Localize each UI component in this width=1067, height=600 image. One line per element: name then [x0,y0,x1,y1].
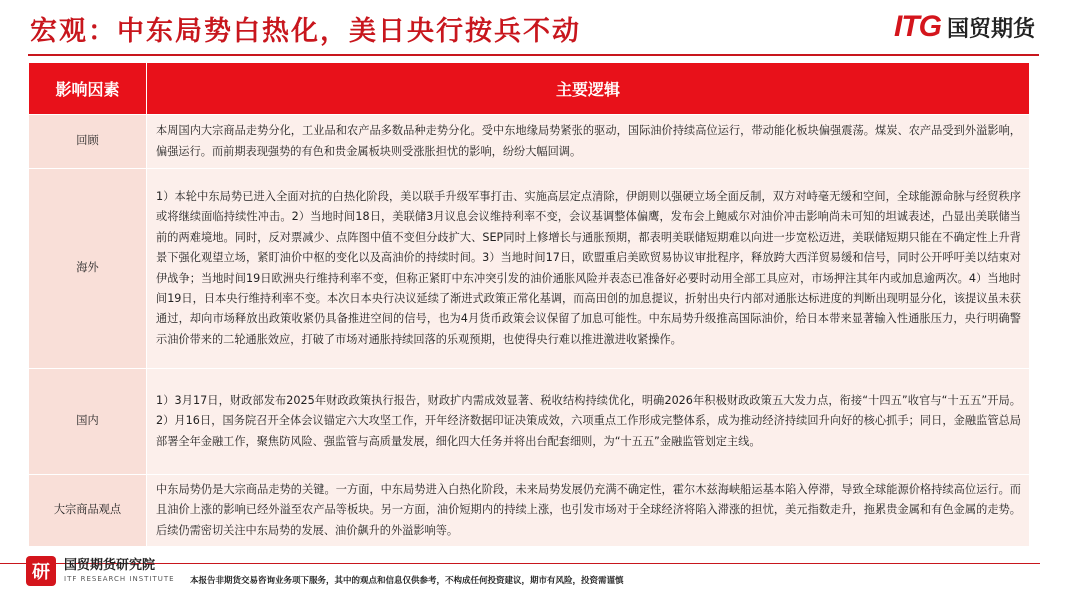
logic-table-container [28,62,1029,547]
table-row [29,169,1030,369]
factor-cell: 海外 [29,169,147,369]
column-header-logic: 主要逻辑 [147,63,1030,115]
table-row [29,115,1030,169]
institute-name-cn: 国贸期货研究院 [64,558,156,573]
factor-cell: 大宗商品观点 [29,475,147,547]
factor-cell: 回顾 [29,115,147,169]
logic-cell: 1）3月17日，财政部发布2025年财政政策执行报告，财政扩内需成效显著、税收结构持续优化，明确2026年积极财政政策五大发力点，衔接“十四五”收官与“十五五”开局。2）月16日，国务院召开全体会议锚定六大攻坚工作，开年经济数据印证决策成效，六项重点工作形成完整体系，成为推动经济持续回升向好的核心抓手；同日，金融监管总局部署全年金融工作，聚焦防风险、强监管与高质量发展，细化四大任务并将出台配套细则，为“十五五”金融监管划定主线。 [147,369,1030,475]
title-divider [28,54,1039,56]
logic-table [28,62,1030,547]
page-header [0,0,1067,58]
logic-cell: 1）本轮中东局势已进入全面对抗的白热化阶段，美以联手升级军事打击、实施高层定点清除，伊朗则以强硬立场全面反制，双方对峙毫无缓和空间，全球能源命脉与经贸秩序或将继续面临持续性冲击。2）当地时间18日，美联储3月议息会议维持利率不变，会议基调整体偏鹰，发布会上鲍威尔对油价冲击影响尚未可知的坦诚表述，凸显出美联储当前的两难境地。同时，反对票减少、点阵图中值不变但分歧扩大、SEP同时上修增长与通胀预期，都表明美联储短期难以向进一步宽松迈进，美联储短期只能在不确定性上升背景下强化观望立场，紧盯油价中枢的变化以及高油价的持续时间。3）当地时间17日，欧盟重启美欧贸易协议审批程序，释放跨大西洋贸易缓和信号，同时公开呼吁美以结束对伊战争；当地时间19日欧洲央行维持利率不变，但称正紧盯中东冲突引发的油价通胀风险并表态已准备好必要时动用全部工具应对，市场押注其年内或加息逾两次。4）当地时间19日，日本央行维持利率不变。本次日本央行决议延续了渐进式政策正常化基调，而高田创的加息提议，折射出央行内部对通胀达标进度的判断出现明显分化，该提议虽未获通过，却向市场释放出政策收紧仍具备推进空间的信号，也为4月货币政策会议保留了加息可能性。中东局势升级推高国际油价，给日本带来显著输入性通胀压力，央行明确警示油价带来的二轮通胀效应，打破了市场对通胀持续回落的乐观预期，也使得央行难以推进激进收紧操作。 [147,169,1030,369]
logo-name: 国贸期货 [946,16,1035,42]
institute-logo [26,556,175,586]
column-header-factor: 影响因素 [29,63,147,115]
logic-cell: 中东局势仍是大宗商品走势的关键。一方面，中东局势进入白热化阶段，未来局势发展仍充满不确定性，霍尔木兹海峡船运基本陷入停滞，导致全球能源价格持续高位运行。而且油价上涨的影响已经外溢至农产品等板块。另一方面，油价短期内的持续上涨，也引发市场对于全球经济将陷入滞涨的担忧，美元指数走升，拖累贵金属和有色金属的走势。后续仍需密切关注中东局势的发展、油价飙升的外溢影响等。 [147,475,1030,547]
table-row [29,475,1030,547]
disclaimer: 本报告非期货交易咨询业务项下服务，其中的观点和信息仅供参考，不构成任何投资建议，期市有风险，投资需谨慎 [190,576,624,586]
page-title: 宏观：中东局势白热化，美日央行按兵不动 [30,16,581,47]
factor-cell: 国内 [29,369,147,475]
table-header-row [29,63,1030,115]
company-logo [894,10,1035,44]
table-row [29,369,1030,475]
logic-cell: 本周国内大宗商品走势分化，工业品和农产品多数品种走势分化。受中东地缘局势紧张的驱动，国际油价持续高位运行，带动能化板块偏强震荡。煤炭、农产品受到外溢影响，偏强运行。而前期表现强势的有色和贵金属板块则受涨胀担忧的影响，纷纷大幅回调。 [147,115,1030,169]
institute-name-en: ITF RESEARCH INSTITUTE [64,575,175,583]
institute-seal-icon: 研 [26,556,56,586]
institute-name [64,558,175,584]
logo-mark: ITG [893,10,941,43]
